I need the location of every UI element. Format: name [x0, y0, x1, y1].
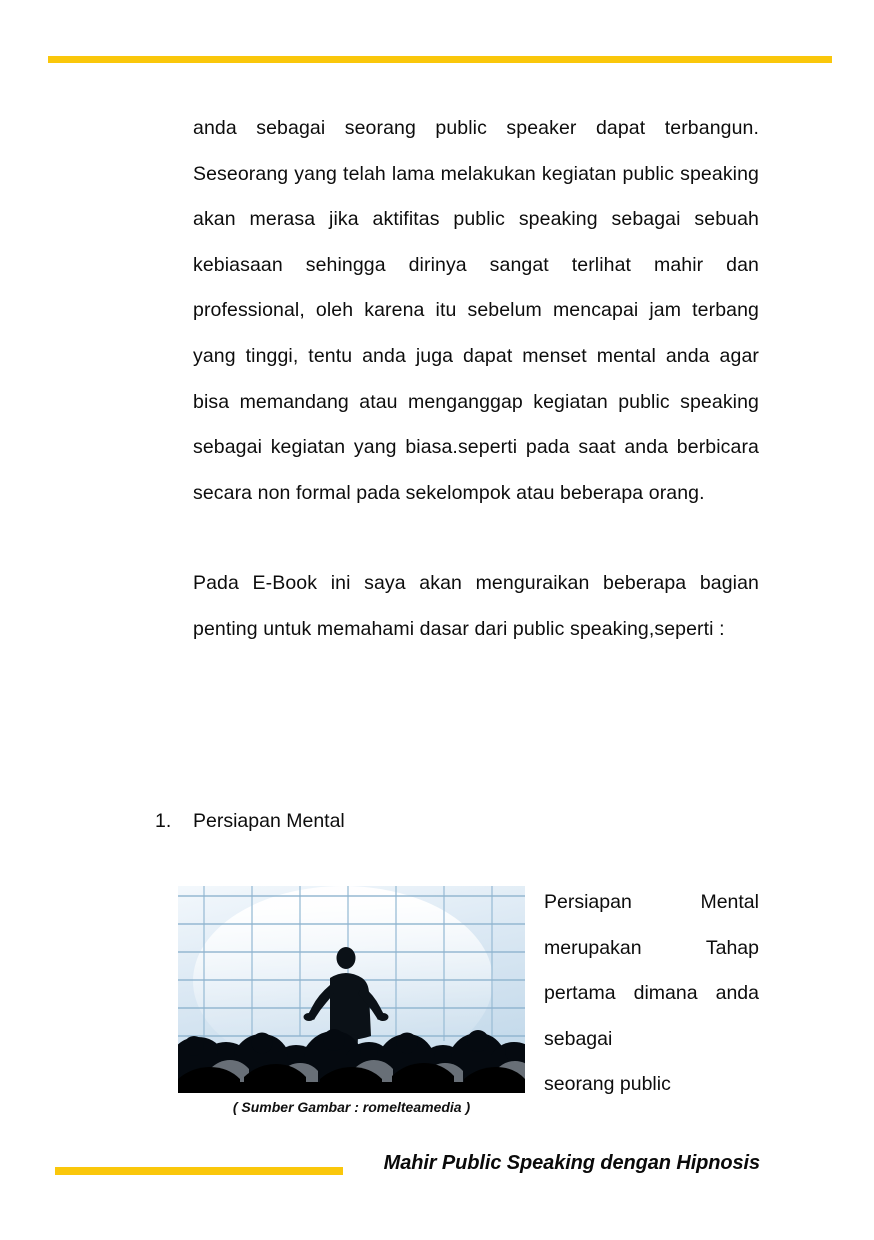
body-text-column — [193, 106, 759, 653]
paragraph-ebook-outline: Pada E-Book ini saya akan menguraikan beberapa bagian penting untuk memahami dasar dari public speaking,seperti : — [193, 572, 759, 640]
side-text-last-line: seorang public — [544, 1073, 671, 1096]
photo-public-speaker-silhouette — [178, 886, 525, 1093]
numbered-list — [155, 805, 755, 837]
footer-accent-rule — [55, 1167, 343, 1175]
paragraph-intro: anda sebagai seorang public speaker dapat terbangun. Seseorang yang telah lama melakukan kegiatan public speaking akan merasa jika aktifitas public speaking sebagai sebuah kebiasaan sehingga dirinya sangat terlihat mahir dan professional, oleh karena itu sebelum mencapai jam terbang yang tinggi, tentu anda juga dapat menset mental anda agar bisa memandang atau menganggap kegiatan public speaking sebagai kegiatan yang biasa.seperti pada saat anda berbicara secara non formal pada sekelompok atau beberapa orang. — [193, 117, 759, 504]
list-item-label: Persiapan Mental — [193, 810, 345, 832]
header-accent-rule — [48, 56, 832, 63]
paragraph-spacer — [193, 516, 759, 561]
side-text-paragraph: Persiapan Mental merupakan Tahap pertama dimana anda sebagai — [544, 891, 759, 1050]
figure-caption: ( Sumber Gambar : romelteamedia ) — [232, 1099, 471, 1115]
figure-side-text-column — [544, 880, 759, 1108]
list-item-marker: 1. — [155, 810, 172, 832]
list-item — [155, 805, 755, 837]
footer-title: Mahir Public Speaking dengan Hipnosis — [383, 1152, 760, 1174]
figure-public-speaking — [178, 886, 525, 1118]
photo-illustration-svg — [178, 886, 525, 1093]
